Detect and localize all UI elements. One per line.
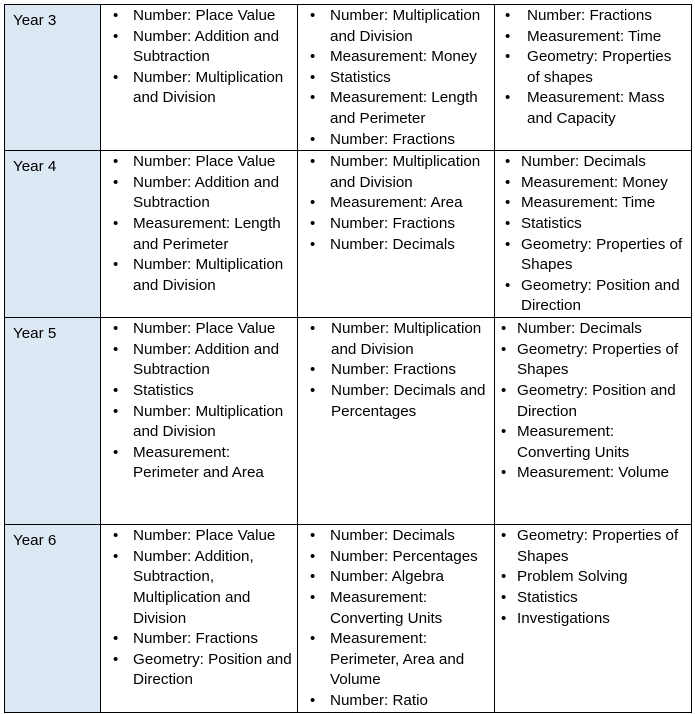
list-item: • Number: Fractions (298, 130, 494, 151)
list-item: • Number: Fractions (101, 629, 297, 650)
year-label: Year 5 (5, 318, 101, 525)
list-item: • Measurement: Area (298, 193, 494, 214)
topic-list (101, 318, 297, 484)
table-row (5, 318, 692, 525)
list-item: • Geometry: Properties of Shapes (495, 340, 691, 381)
list-item: • Number: Multiplication and Division (101, 255, 297, 296)
topic-list (101, 151, 297, 296)
list-item: • Measurement: Converting Units (298, 588, 494, 629)
list-item: • Measurement: Length and Perimeter (101, 214, 297, 255)
list-item: • Measurement: Length and Perimeter (298, 88, 494, 129)
list-item: • Number: Decimals (298, 235, 494, 256)
topic-list (101, 5, 297, 109)
list-item: • Number: Addition and Subtraction (101, 27, 297, 68)
list-item: • Geometry: Position and Direction (101, 650, 297, 691)
topic-list (495, 525, 691, 629)
list-item: • Number: Addition and Subtraction (101, 340, 297, 381)
topic-list (298, 525, 494, 711)
list-item: • Measurement: Money (495, 173, 691, 194)
list-item: • Measurement: Volume (495, 463, 691, 484)
topic-list (298, 318, 494, 422)
list-item: • Measurement: Money (298, 47, 494, 68)
list-item: • Number: Decimals (298, 526, 494, 547)
table-row (5, 151, 692, 318)
topic-list (298, 151, 494, 255)
term-cell (298, 5, 495, 151)
list-item: • Number: Multiplication and Division (101, 402, 297, 443)
list-item: • Number: Decimals (495, 319, 691, 340)
topic-list (298, 5, 494, 150)
list-item: • Statistics (101, 381, 297, 402)
list-item: • Number: Algebra (298, 567, 494, 588)
list-item: • Geometry: Position and Direction (495, 381, 691, 422)
term-cell (101, 5, 298, 151)
year-label: Year 4 (5, 151, 101, 318)
list-item: • Number: Decimals (495, 152, 691, 173)
term-cell (298, 525, 495, 713)
list-item: • Number: Decimals and Percentages (298, 381, 494, 422)
term-cell (101, 525, 298, 713)
term-cell (298, 151, 495, 318)
list-item: • Number: Fractions (495, 6, 691, 27)
list-item: • Number: Place Value (101, 526, 297, 547)
table-row (5, 5, 692, 151)
list-item: • Statistics (495, 588, 691, 609)
list-item: • Investigations (495, 609, 691, 630)
table-row (5, 525, 692, 713)
list-item: • Number: Multiplication and Division (298, 152, 494, 193)
list-item: • Number: Place Value (101, 319, 297, 340)
list-item: • Geometry: Properties of Shapes (495, 235, 691, 276)
list-item: • Measurement: Perimeter and Area (101, 443, 297, 484)
curriculum-table (4, 4, 692, 713)
list-item: • Number: Ratio (298, 691, 494, 712)
list-item: • Problem Solving (495, 567, 691, 588)
list-item: • Number: Place Value (101, 152, 297, 173)
list-item: • Measurement: Converting Units (495, 422, 691, 463)
list-item: • Number: Percentages (298, 547, 494, 568)
term-cell (495, 525, 692, 713)
list-item: • Number: Place Value (101, 6, 297, 27)
list-item: • Number: Fractions (298, 214, 494, 235)
term-cell (495, 318, 692, 525)
list-item: • Measurement: Perimeter, Area and Volume (298, 629, 494, 691)
year-label: Year 6 (5, 525, 101, 713)
term-cell (298, 318, 495, 525)
list-item: • Geometry: Position and Direction (495, 276, 691, 317)
term-cell (101, 151, 298, 318)
list-item: • Measurement: Mass and Capacity (495, 88, 691, 129)
topic-list (495, 318, 691, 484)
list-item: • Geometry: Properties of Shapes (495, 526, 691, 567)
list-item: • Geometry: Properties of shapes (495, 47, 691, 88)
topic-list (101, 525, 297, 691)
list-item: • Statistics (495, 214, 691, 235)
list-item: • Statistics (298, 68, 494, 89)
list-item: • Number: Multiplication and Division (101, 68, 297, 109)
term-cell (495, 5, 692, 151)
list-item: • Number: Fractions (298, 360, 494, 381)
term-cell (495, 151, 692, 318)
list-item: • Number: Addition and Subtraction (101, 173, 297, 214)
topic-list (495, 5, 691, 130)
list-item: • Number: Addition, Subtraction, Multiplication and Division (101, 547, 297, 629)
term-cell (101, 318, 298, 525)
topic-list (495, 151, 691, 317)
list-item: • Number: Multiplication and Division (298, 319, 494, 360)
list-item: • Number: Multiplication and Division (298, 6, 494, 47)
list-item: • Measurement: Time (495, 193, 691, 214)
year-label: Year 3 (5, 5, 101, 151)
list-item: • Measurement: Time (495, 27, 691, 48)
